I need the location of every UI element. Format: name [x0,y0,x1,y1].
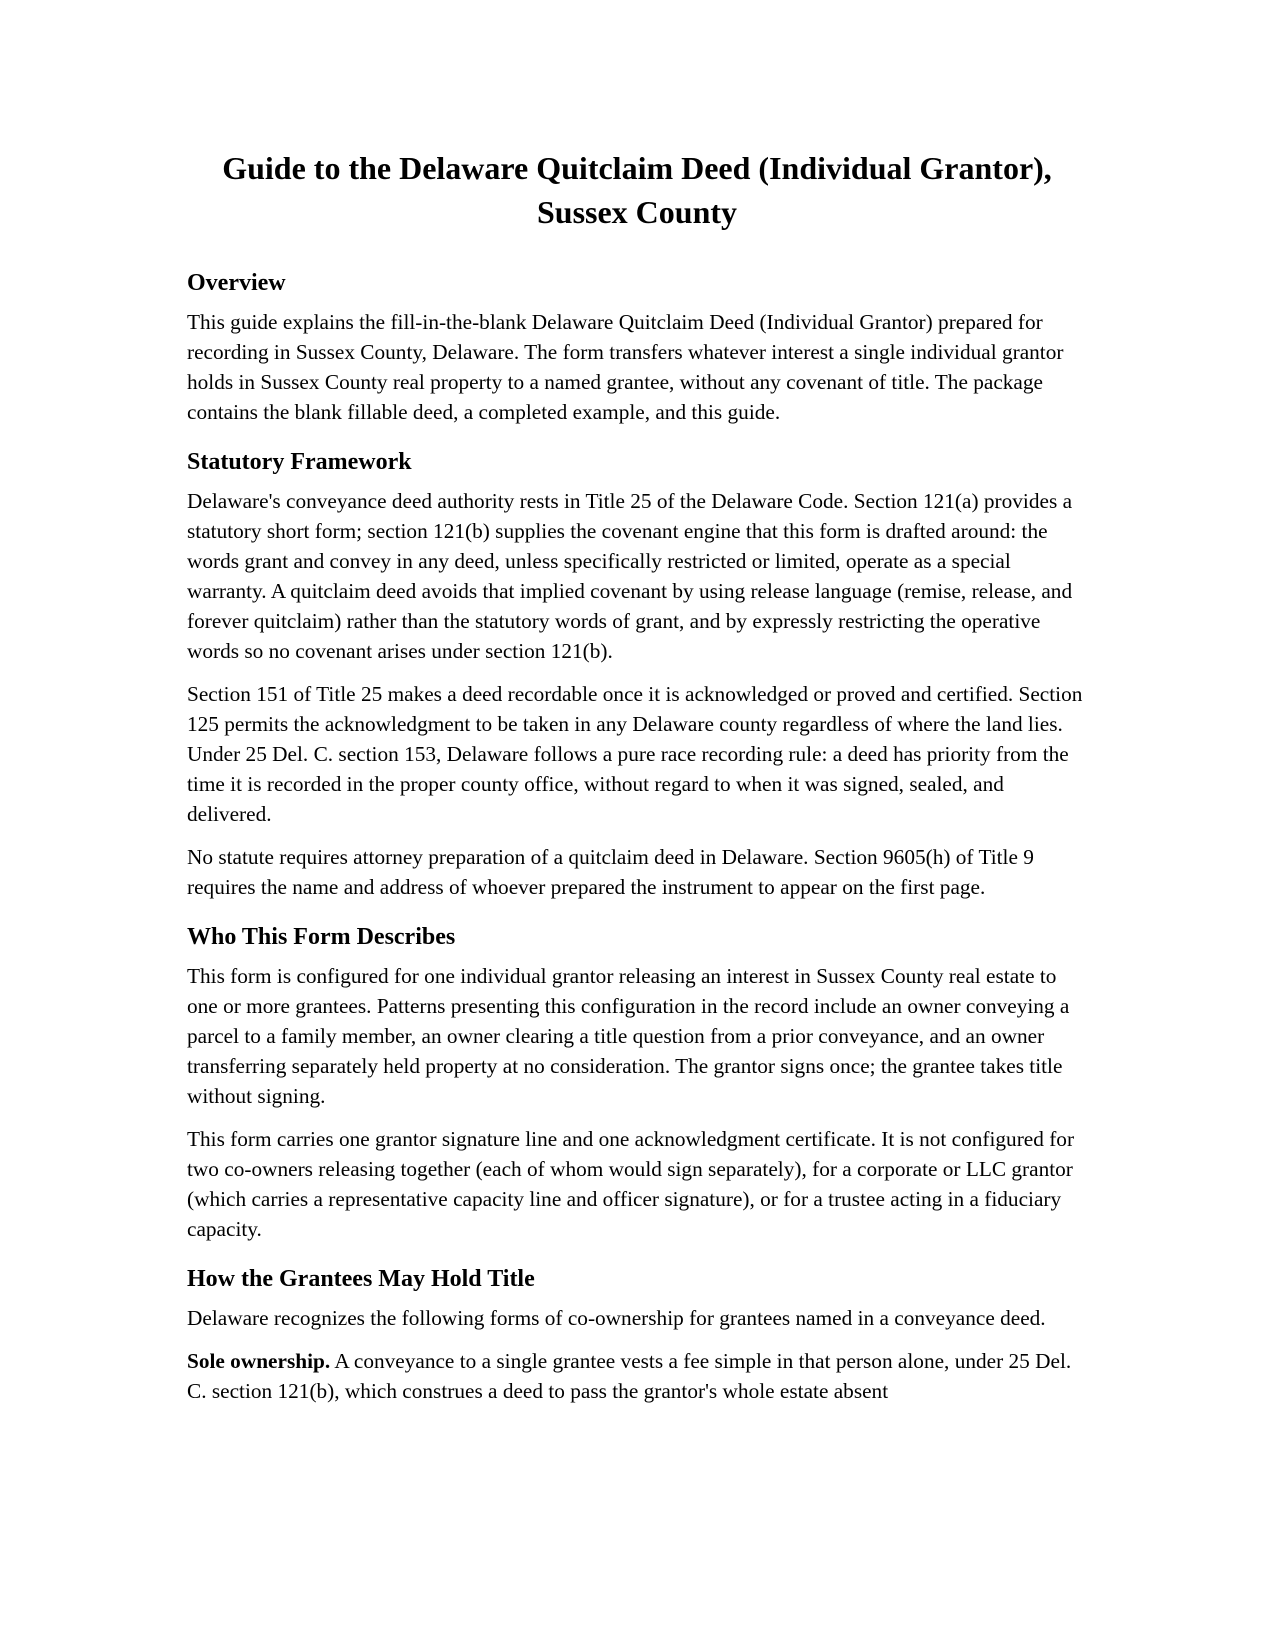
section-heading-statutory-framework: Statutory Framework [187,449,412,475]
paragraph: This form carries one grantor signature line and one acknowledgment certificate. It is not configured for two co-owners releasing together (each of whom would sign separately), for a corporate or LLC grantor (which carries a representative capacity line and officer signature), or for a trustee acting in a fiduciary capacity. [187,1127,1075,1241]
section-overview [187,268,1087,427]
paragraph: This form is configured for one individual grantor releasing an interest in Sussex County real estate to one or more grantees. Patterns presenting this configuration in the record include an owner conveying a parcel to a family member, an owner clearing a title question from a prior conveyance, and an owner transferring separately held property at no consideration. The grantor signs once; the grantee takes title without signing. [187,964,1070,1108]
document-title-line-2: Sussex County [536,194,738,230]
paragraph: Section 151 of Title 25 makes a deed recordable once it is acknowledged or proved and certified. Section 125 permits the acknowledgment to be taken in any Delaware county regardless of where the land lies. Under 25 Del. C. section 153, Delaware follows a pure race recording rule: a deed has priority from the time it is recorded in the proper county office, without regard to when it was signed, sealed, and delivered. [187,682,1083,826]
section-how-grantees-hold-title [187,1264,1087,1406]
document-title-line-1: Guide to the Delaware Quitclaim Deed (Individual Grantor), [222,150,1052,186]
section-heading-overview: Overview [187,270,286,296]
section-heading-how-grantees-hold-title: How the Grantees May Hold Title [187,1266,535,1292]
section-who-this-form-describes [187,922,1087,1244]
paragraph-sole-ownership [187,1346,1087,1406]
paragraph: Delaware's conveyance deed authority rests in Title 25 of the Delaware Code. Section 121(a) provides a statutory short form; section 121(b) supplies the covenant engine that this form is drafted around: the words grant and convey in any deed, unless specifically restricted or limited, operate as a special warranty. A quitclaim deed avoids that implied covenant by using release language (remise, release, and forever quitclaim) rather than the statutory words of grant, and by expressly restricting the operative words so no covenant arises under section 121(b). [187,489,1073,663]
section-heading-who-this-form-describes: Who This Form Describes [187,924,456,950]
section-statutory-framework [187,447,1087,902]
paragraph: Delaware recognizes the following forms of co-ownership for grantees named in a conveyance deed. [187,1306,1046,1330]
paragraph-text: A conveyance to a single grantee vests a fee simple in that person alone, under 25 Del. C. section 121(b), which construes a deed to pass the grantor's whole estate absent [187,1349,1072,1403]
paragraph: This guide explains the fill-in-the-blank Delaware Quitclaim Deed (Individual Grantor) prepared for recording in Sussex County, Delaware. The form transfers whatever interest a single individual grantor holds in Sussex County real property to a named grantee, without any covenant of title. The package contains the blank fillable deed, a completed example, and this guide. [187,310,1064,424]
paragraph-lead-in: Sole ownership. [187,1349,331,1373]
document-page [187,146,1087,1424]
paragraph: No statute requires attorney preparation of a quitclaim deed in Delaware. Section 9605(h) of Title 9 requires the name and address of whoever prepared the instrument to appear on the first page. [187,845,1034,899]
document-title [187,146,1087,234]
